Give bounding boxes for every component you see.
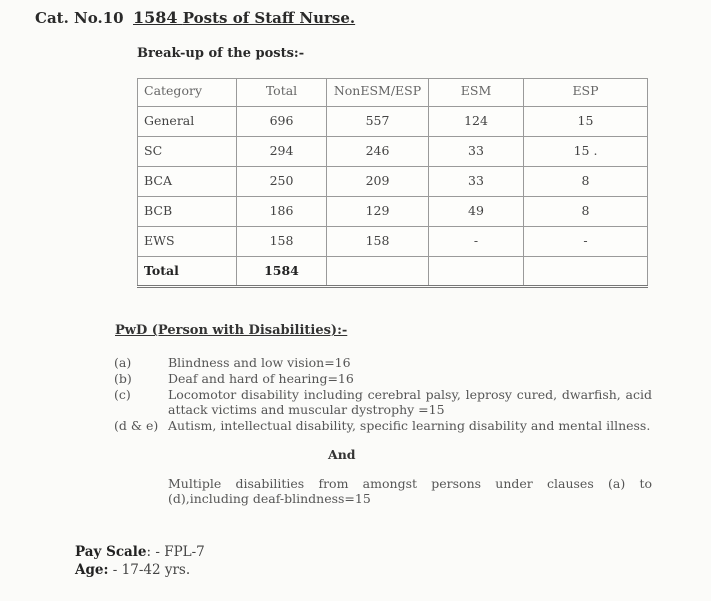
- table-row: [138, 197, 648, 227]
- table-cell: BCB: [138, 197, 237, 227]
- column-header: NonESM/ESP: [327, 79, 429, 107]
- pwd-item-label: (c): [114, 387, 131, 402]
- table-cell: 696: [237, 107, 327, 137]
- pwd-item-text: Locomotor disability including cerebral palsy, leprosy cured, dwarfish, acid attack victims and muscular dystrophy =15: [168, 387, 652, 417]
- table-row: [138, 227, 648, 257]
- age-limit: [75, 562, 190, 578]
- table-row: [138, 107, 648, 137]
- table-cell: 8: [524, 197, 648, 227]
- table-cell: SC: [138, 137, 237, 167]
- pwd-item-label: (b): [114, 371, 132, 386]
- posts-breakup-table: [137, 78, 648, 288]
- column-header: Total: [237, 79, 327, 107]
- table-cell: 294: [237, 137, 327, 167]
- table-row: [138, 137, 648, 167]
- table-cell: 33: [429, 137, 524, 167]
- table-cell: 33: [429, 167, 524, 197]
- table-cell: 557: [327, 107, 429, 137]
- table-cell: General: [138, 107, 237, 137]
- posts-title: [133, 8, 355, 27]
- table-cell: [429, 257, 524, 287]
- pwd-item-text: Autism, intellectual disability, specific learning disability and mental illness.: [168, 418, 651, 433]
- age-value: - 17-42 yrs.: [108, 562, 191, 578]
- table-cell: 158: [327, 227, 429, 257]
- pwd-item-text: Deaf and hard of hearing=16: [168, 371, 354, 386]
- table-cell: EWS: [138, 227, 237, 257]
- table-cell: 15: [524, 107, 648, 137]
- table-cell: [524, 257, 648, 287]
- table-header-row: [138, 79, 648, 107]
- pay-scale-label: Pay Scale: [75, 544, 147, 560]
- table-cell: 186: [237, 197, 327, 227]
- pay-scale: [75, 544, 205, 560]
- table-cell: 15 .: [524, 137, 648, 167]
- table-cell: 124: [429, 107, 524, 137]
- pwd-item-label: (a): [114, 355, 132, 370]
- table-cell: 49: [429, 197, 524, 227]
- column-header: ESM: [429, 79, 524, 107]
- multiple-disabilities-text: Multiple disabilities from amongst persons under clauses (a) to (d),including deaf-blindness=15: [168, 476, 652, 506]
- table-cell: 1584: [237, 257, 327, 287]
- pwd-item-text: Blindness and low vision=16: [168, 355, 351, 370]
- table-total-row: [138, 257, 648, 287]
- table-cell: -: [524, 227, 648, 257]
- category-number: Cat. No.10: [35, 9, 124, 27]
- table-cell: -: [429, 227, 524, 257]
- breakup-heading: Break-up of the posts:-: [137, 46, 305, 61]
- table-cell: 158: [237, 227, 327, 257]
- table-cell: BCA: [138, 167, 237, 197]
- table-cell: 129: [327, 197, 429, 227]
- table-cell: [327, 257, 429, 287]
- column-header: Category: [138, 79, 237, 107]
- pwd-heading: PwD (Person with Disabilities):-: [115, 323, 348, 338]
- pwd-item-label: (d & e): [114, 418, 159, 433]
- column-header: ESP: [524, 79, 648, 107]
- and-label: And: [328, 447, 356, 462]
- table-cell: Total: [138, 257, 237, 287]
- pay-scale-value: : - FPL-7: [146, 544, 205, 560]
- age-label: Age:: [75, 562, 109, 578]
- table-cell: 250: [237, 167, 327, 197]
- posts-name: Posts of Staff Nurse.: [182, 9, 356, 27]
- table-cell: 209: [327, 167, 429, 197]
- table-row: [138, 167, 648, 197]
- table-cell: 8: [524, 167, 648, 197]
- table-cell: 246: [327, 137, 429, 167]
- posts-count: 1584: [133, 8, 178, 27]
